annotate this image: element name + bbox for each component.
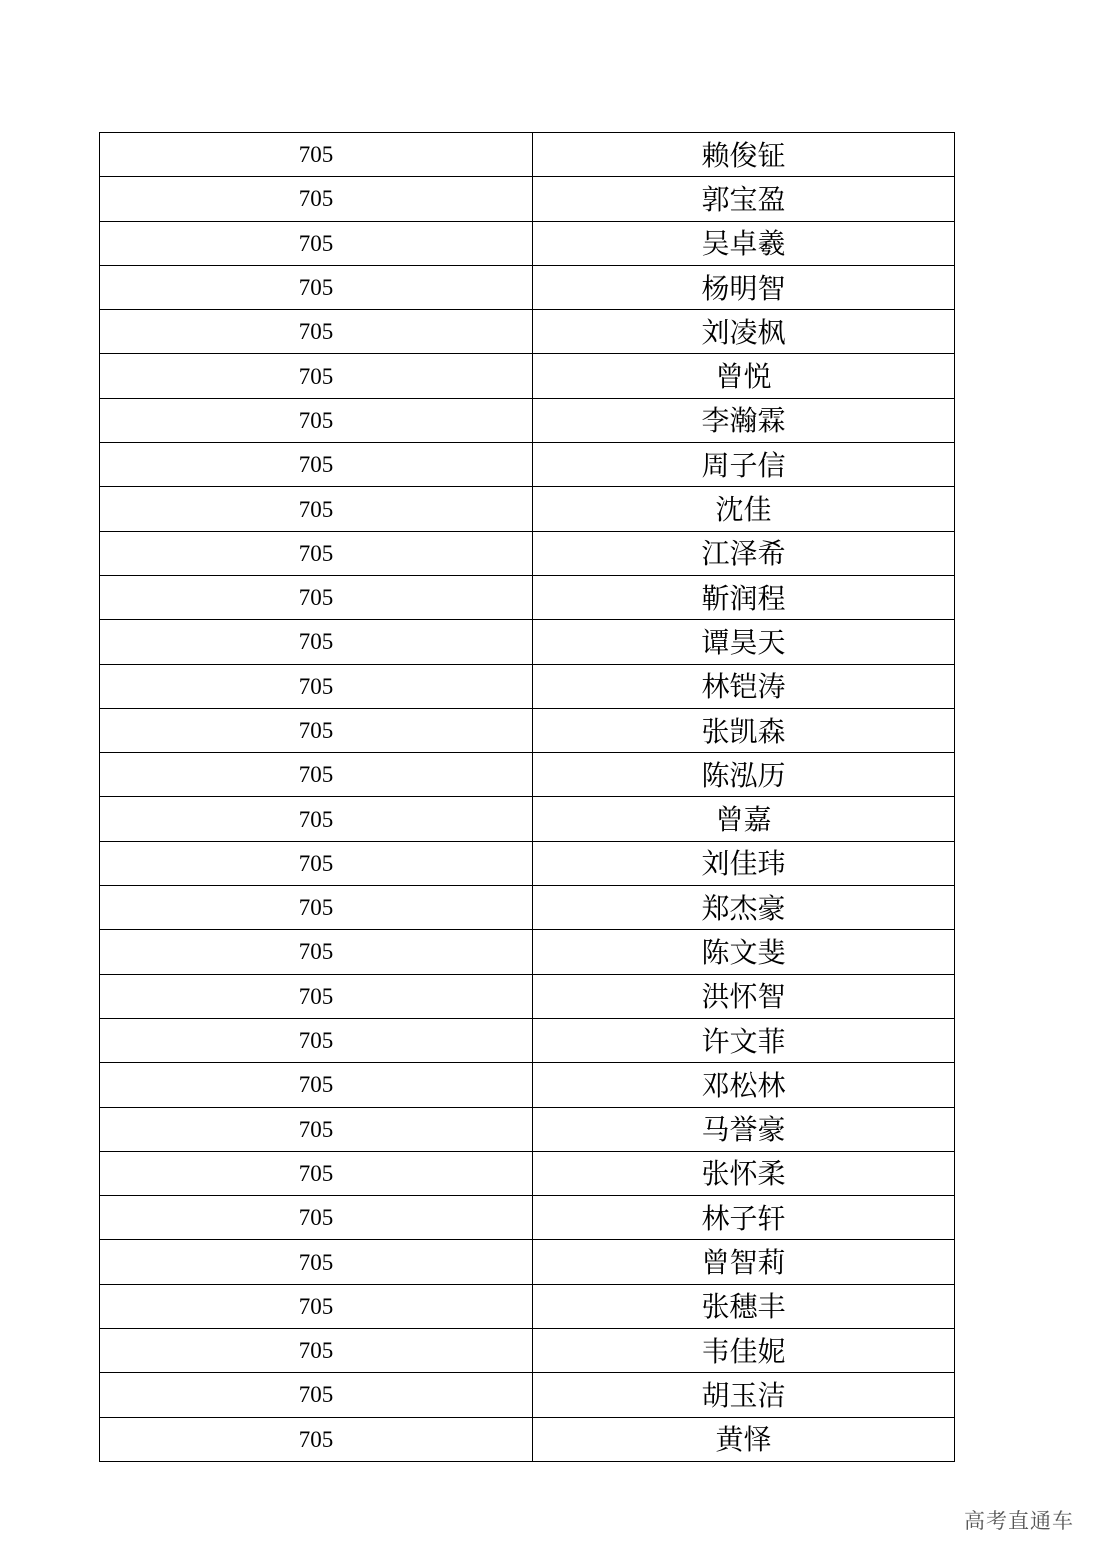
table-row (100, 841, 955, 885)
name-cell: 周子信 (533, 443, 955, 487)
table-row (100, 886, 955, 930)
name-cell: 马誉豪 (533, 1107, 955, 1151)
score-cell: 705 (100, 1417, 533, 1461)
name-cell: 杨明智 (533, 265, 955, 309)
score-cell: 705 (100, 443, 533, 487)
name-cell: 张怀柔 (533, 1151, 955, 1195)
table-row (100, 974, 955, 1018)
name-cell: 曾智莉 (533, 1240, 955, 1284)
score-cell: 705 (100, 1107, 533, 1151)
table-row (100, 1196, 955, 1240)
name-cell: 陈文斐 (533, 930, 955, 974)
table-row (100, 1417, 955, 1461)
table-row (100, 531, 955, 575)
table-row (100, 1151, 955, 1195)
score-cell: 705 (100, 1329, 533, 1373)
score-cell: 705 (100, 1063, 533, 1107)
score-cell: 705 (100, 620, 533, 664)
table-row (100, 930, 955, 974)
name-cell: 郭宝盈 (533, 177, 955, 221)
watermark: 高考直通车 (964, 1509, 1074, 1533)
table-row (100, 265, 955, 309)
name-cell: 张穗丰 (533, 1284, 955, 1328)
table-row (100, 1018, 955, 1062)
score-cell: 705 (100, 1151, 533, 1195)
name-cell: 林子轩 (533, 1196, 955, 1240)
score-cell: 705 (100, 886, 533, 930)
score-cell: 705 (100, 133, 533, 177)
table-body (100, 133, 955, 1462)
name-cell: 洪怀智 (533, 974, 955, 1018)
score-cell: 705 (100, 575, 533, 619)
score-cell: 705 (100, 398, 533, 442)
score-cell: 705 (100, 177, 533, 221)
table-row (100, 753, 955, 797)
table-row (100, 354, 955, 398)
name-cell: 谭昊天 (533, 620, 955, 664)
name-cell: 林铠涛 (533, 664, 955, 708)
score-cell: 705 (100, 487, 533, 531)
score-cell: 705 (100, 354, 533, 398)
table-row (100, 177, 955, 221)
score-cell: 705 (100, 1196, 533, 1240)
table-row (100, 620, 955, 664)
name-cell: 许文菲 (533, 1018, 955, 1062)
table-row (100, 443, 955, 487)
score-cell: 705 (100, 841, 533, 885)
score-cell: 705 (100, 1373, 533, 1417)
score-cell: 705 (100, 310, 533, 354)
name-cell: 赖俊钲 (533, 133, 955, 177)
score-cell: 705 (100, 974, 533, 1018)
name-cell: 曾嘉 (533, 797, 955, 841)
score-cell: 705 (100, 753, 533, 797)
table-row (100, 708, 955, 752)
table-row (100, 1284, 955, 1328)
table-row (100, 1329, 955, 1373)
name-cell: 吴卓羲 (533, 221, 955, 265)
table-row (100, 1063, 955, 1107)
score-table (99, 132, 955, 1462)
table-row (100, 1240, 955, 1284)
score-cell: 705 (100, 221, 533, 265)
name-cell: 邓松林 (533, 1063, 955, 1107)
name-cell: 江泽希 (533, 531, 955, 575)
table-row (100, 797, 955, 841)
name-cell: 曾悦 (533, 354, 955, 398)
score-cell: 705 (100, 664, 533, 708)
name-cell: 刘凌枫 (533, 310, 955, 354)
table-row (100, 310, 955, 354)
table-row (100, 398, 955, 442)
table-row (100, 575, 955, 619)
score-cell: 705 (100, 797, 533, 841)
score-cell: 705 (100, 1240, 533, 1284)
name-cell: 张凯森 (533, 708, 955, 752)
name-cell: 李瀚霖 (533, 398, 955, 442)
table-row (100, 1373, 955, 1417)
name-cell: 韦佳妮 (533, 1329, 955, 1373)
score-cell: 705 (100, 1018, 533, 1062)
score-cell: 705 (100, 1284, 533, 1328)
table-row (100, 1107, 955, 1151)
name-cell: 胡玉洁 (533, 1373, 955, 1417)
name-cell: 陈泓历 (533, 753, 955, 797)
name-cell: 黄怿 (533, 1417, 955, 1461)
score-cell: 705 (100, 531, 533, 575)
table-row (100, 133, 955, 177)
name-cell: 沈佳 (533, 487, 955, 531)
table-row (100, 664, 955, 708)
name-cell: 郑杰豪 (533, 886, 955, 930)
name-cell: 刘佳玮 (533, 841, 955, 885)
score-cell: 705 (100, 930, 533, 974)
name-cell: 靳润程 (533, 575, 955, 619)
table-row (100, 487, 955, 531)
score-cell: 705 (100, 708, 533, 752)
score-cell: 705 (100, 265, 533, 309)
table-row (100, 221, 955, 265)
